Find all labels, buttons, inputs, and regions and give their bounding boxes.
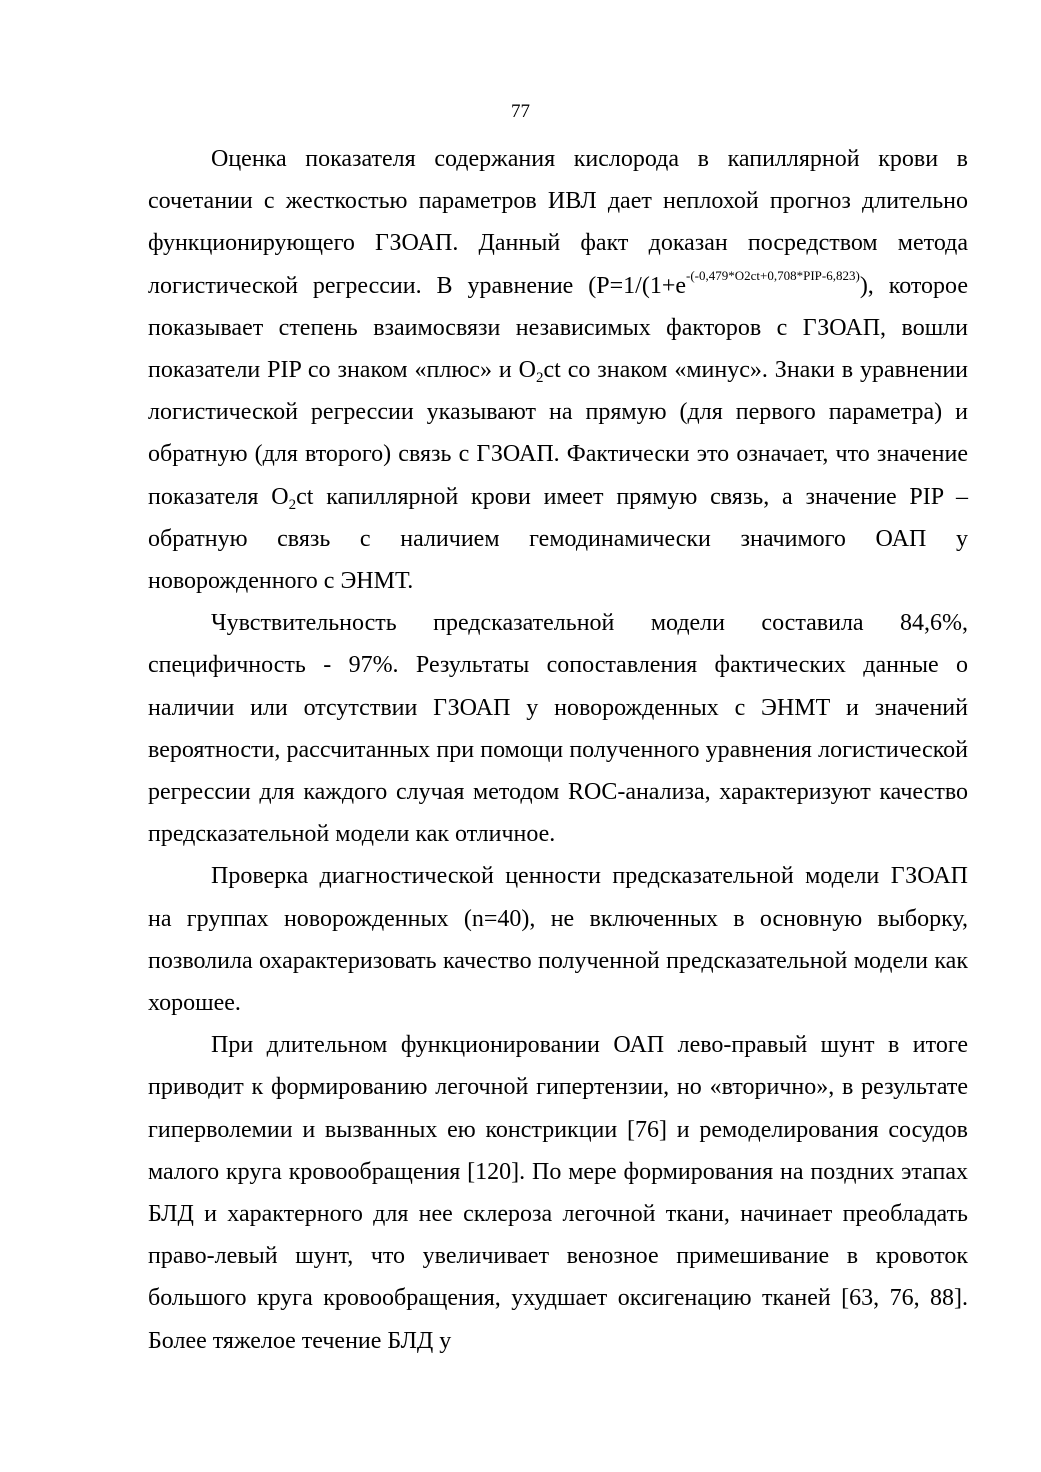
document-body bbox=[148, 138, 968, 1362]
equation-exponent: -(-0,479*O2ct+0,708*PIP-6,823) bbox=[686, 267, 860, 283]
paragraph-text: ct капиллярной крови имеет прямую связь, а значение PIP – обратную связь с наличием гемодинамически значимого ОАП у новорожденного с ЭНМТ. bbox=[148, 483, 969, 595]
paragraph-logistic-regression bbox=[148, 138, 968, 602]
page-number: 77 bbox=[511, 101, 530, 122]
subscript-2: 2 bbox=[288, 496, 297, 513]
paragraph-sensitivity: Чувствительность предсказательной модели составила 84,6%, специфичность - 97%. Результаты сопоставления фактических данные о наличии или отсутствии ГЗОАП у новорожденных с ЭНМТ и значений вероятности, рассчитанных при помощи полученного уравнения логистической регрессии для каждого случая методом ROC-анализа, характеризуют качество предсказательной модели как отличное. bbox=[148, 610, 968, 848]
paragraph-text: ct со знаком «минус». Знаки в уравнении логистической регрессии указывают на прямую (для первого параметра) и обратную (для второго) связь с ГЗОАП. Фактически это означает, что значение показателя O bbox=[148, 357, 968, 510]
subscript-2: 2 bbox=[535, 370, 544, 387]
paragraph-validation: Проверка диагностической ценности предсказательной модели ГЗОАП на группах новорожденных (n=40), не включенных в основную выборку, позволила охарактеризовать качество полученной предсказательной модели как хорошее. bbox=[148, 863, 968, 1017]
paragraph-text: ), которое показывает степень взаимосвязи независимых факторов с ГЗОАП, вошли показатели PIP со знаком «плюс» и O bbox=[148, 272, 968, 384]
paragraph-text: Оценка показателя содержания кислорода в капиллярной крови в сочетании с жесткостью параметров ИВЛ дает неплохой прогноз длительно функционирующего ГЗОАП. Данный факт доказан посредством метода логистической регрессии. В уравнение (P=1/(1+e bbox=[148, 146, 968, 299]
paragraph-shunt: При длительном функционировании ОАП лево-правый шунт в итоге приводит к формированию легочной гипертензии, но «вторично», в результате гиперволемии и вызванных ею констрикции [76] и ремоделирования сосудов малого круга кровообращения [120]. По мере формирования на поздних этапах БЛД и характерного для нее склероза легочной ткани, начинает преобладать право-левый шунт, что увеличивает венозное примешивание в кровоток большого круга кровообращения, ухудшает оксигенацию тканей [63, 76, 88]. Более тяжелое течение БЛД у bbox=[148, 1032, 968, 1354]
